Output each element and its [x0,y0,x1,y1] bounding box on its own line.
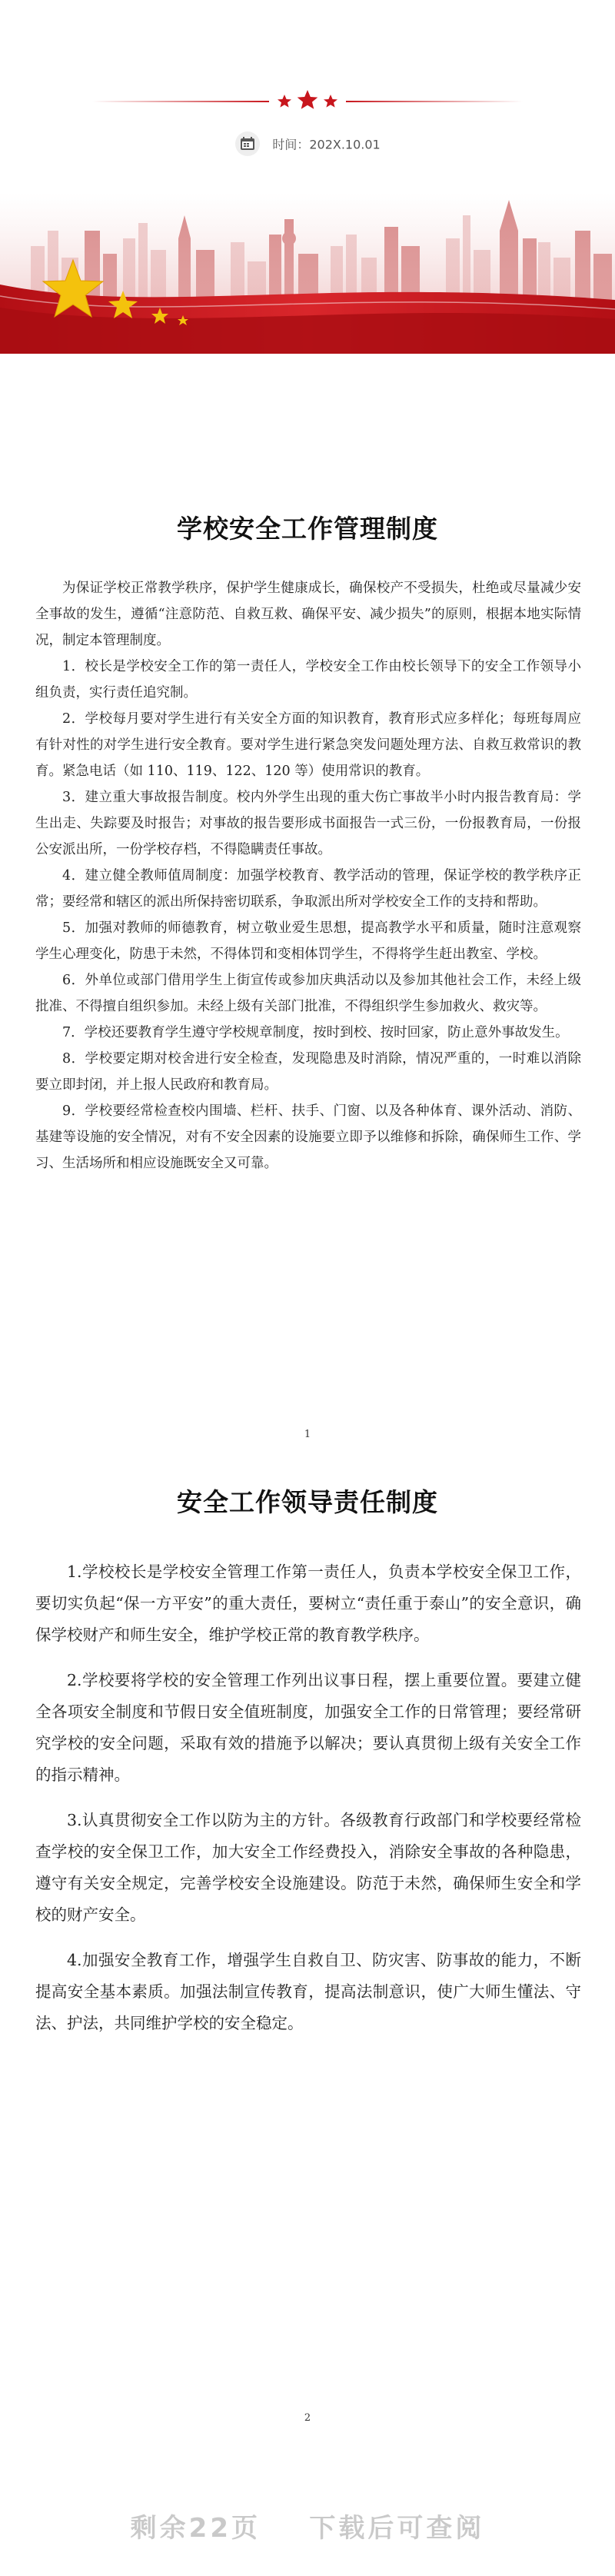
paragraph: 4．建立健全教师值周制度：加强学校教育、教学活动的管理，保证学校的教学秩序正常；要经常和辖区的派出所保持密切联系，争取派出所对学校安全工作的支持和帮助。 [35,868,581,910]
page-number: 1 [304,1429,311,1440]
paragraph: 6．外单位或部门借用学生上街宣传或参加庆典活动以及参加其他社会工作，未经上级批准、不得擅自组织参加。未经上级有关部门批准，不得组织学生参加救火、救灾等。 [35,973,581,1014]
document-title: 学校安全工作管理制度 [177,514,438,544]
date-text: 时间：202X.10.01 [272,137,381,152]
paragraph: 5．加强对教师的师德教育，树立敬业爱生思想，提高教学水平和质量，随时注意观察学生心理变化，防患于未然，不得体罚和变相体罚学生，不得将学生赶出教室、学校。 [35,920,581,962]
paragraph: 2．学校每月要对学生进行有关安全方面的知识教育，教育形式应多样化；每班每周应有针对性的对学生进行安全教育。要对学生进行紧急突发问题处理方法、自救互救常识的教育。紧急电话（如 110、119、122、120 等）使用常识的教育。 [35,711,581,779]
paragraph: 1．校长是学校安全工作的第一责任人，学校安全工作由校长领导下的安全工作领导小组负责，实行责任追究制。 [35,659,581,701]
paragraph: 1.学校校长是学校安全管理工作第一责任人，负责本学校安全保卫工作，要切实负起“保一方平安”的重大责任，要树立“责任重于泰山”的安全意识，确保学校财产和师生安全，维护学校正常的教育教学秩序。 [35,1563,581,1644]
paragraph: 3．建立重大事故报告制度。校内外学生出现的重大伤亡事故半小时内报告教育局：学生出走、失踪要及时报告；对事故的报告要形成书面报告一式三份，一份报教育局，一份报公安派出所，一份学校存档，不得隐瞒责任事故。 [35,790,581,857]
paragraph: 9．学校要经常检查校内围墙、栏杆、扶手、门窗、以及各种体育、课外活动、消防、基建等设施的安全情况，对有不安全因素的设施要立即予以维修和拆除，确保师生工作、学习、生活场所和相应设施既安全又可靠。 [35,1103,581,1171]
paragraph: 4.加强安全教育工作，增强学生自救自卫、防灾害、防事故的能力，不断提高安全基本素质。加强法制宣传教育，提高法制意识，使广大师生懂法、守法、护法，共同维护学校的安全稳定。 [35,1951,581,2032]
paragraph: 为保证学校正常教学秩序，保护学生健康成长，确保校产不受损失，杜绝或尽量减少安全事故的发生，遵循“注意防范、自救互救、确保平安、减少损失”的原则，根据本地实际情况，制定本管理制度。 [35,581,581,648]
paragraph: 2.学校要将学校的安全管理工作列出议事日程，摆上重要位置。要建立健全各项安全制度和节假日安全值班制度，加强安全工作的日常管理；要经常研究学校的安全问题，采取有效的措施予以解决；要认真贯彻上级有关安全工作的指示精神。 [35,1671,581,1784]
remaining-pages-notice[interactable]: 剩余22页 下载后可查阅 [130,2513,485,2544]
page-number: 2 [304,2412,311,2424]
paragraph: 3.认真贯彻安全工作以防为主的方针。各级教育行政部门和学校要经常检查学校的安全保卫工作，加大安全工作经费投入，消除安全事故的各种隐患，遵守有关安全规定，完善学校安全设施建设。防范于未然，确保师生安全和学校的财产安全。 [35,1811,581,1924]
paragraph: 7．学校还要教育学生遵守学校规章制度，按时到校、按时回家，防止意外事故发生。 [62,1025,569,1040]
document-body [35,1556,581,2053]
paragraph: 8．学校要定期对校舍进行安全检查，发现隐患及时消除，情况严重的，一时难以消除要立即封闭，并上报人民政府和教育局。 [35,1051,581,1093]
document-title: 安全工作领导责任制度 [177,1487,438,1517]
